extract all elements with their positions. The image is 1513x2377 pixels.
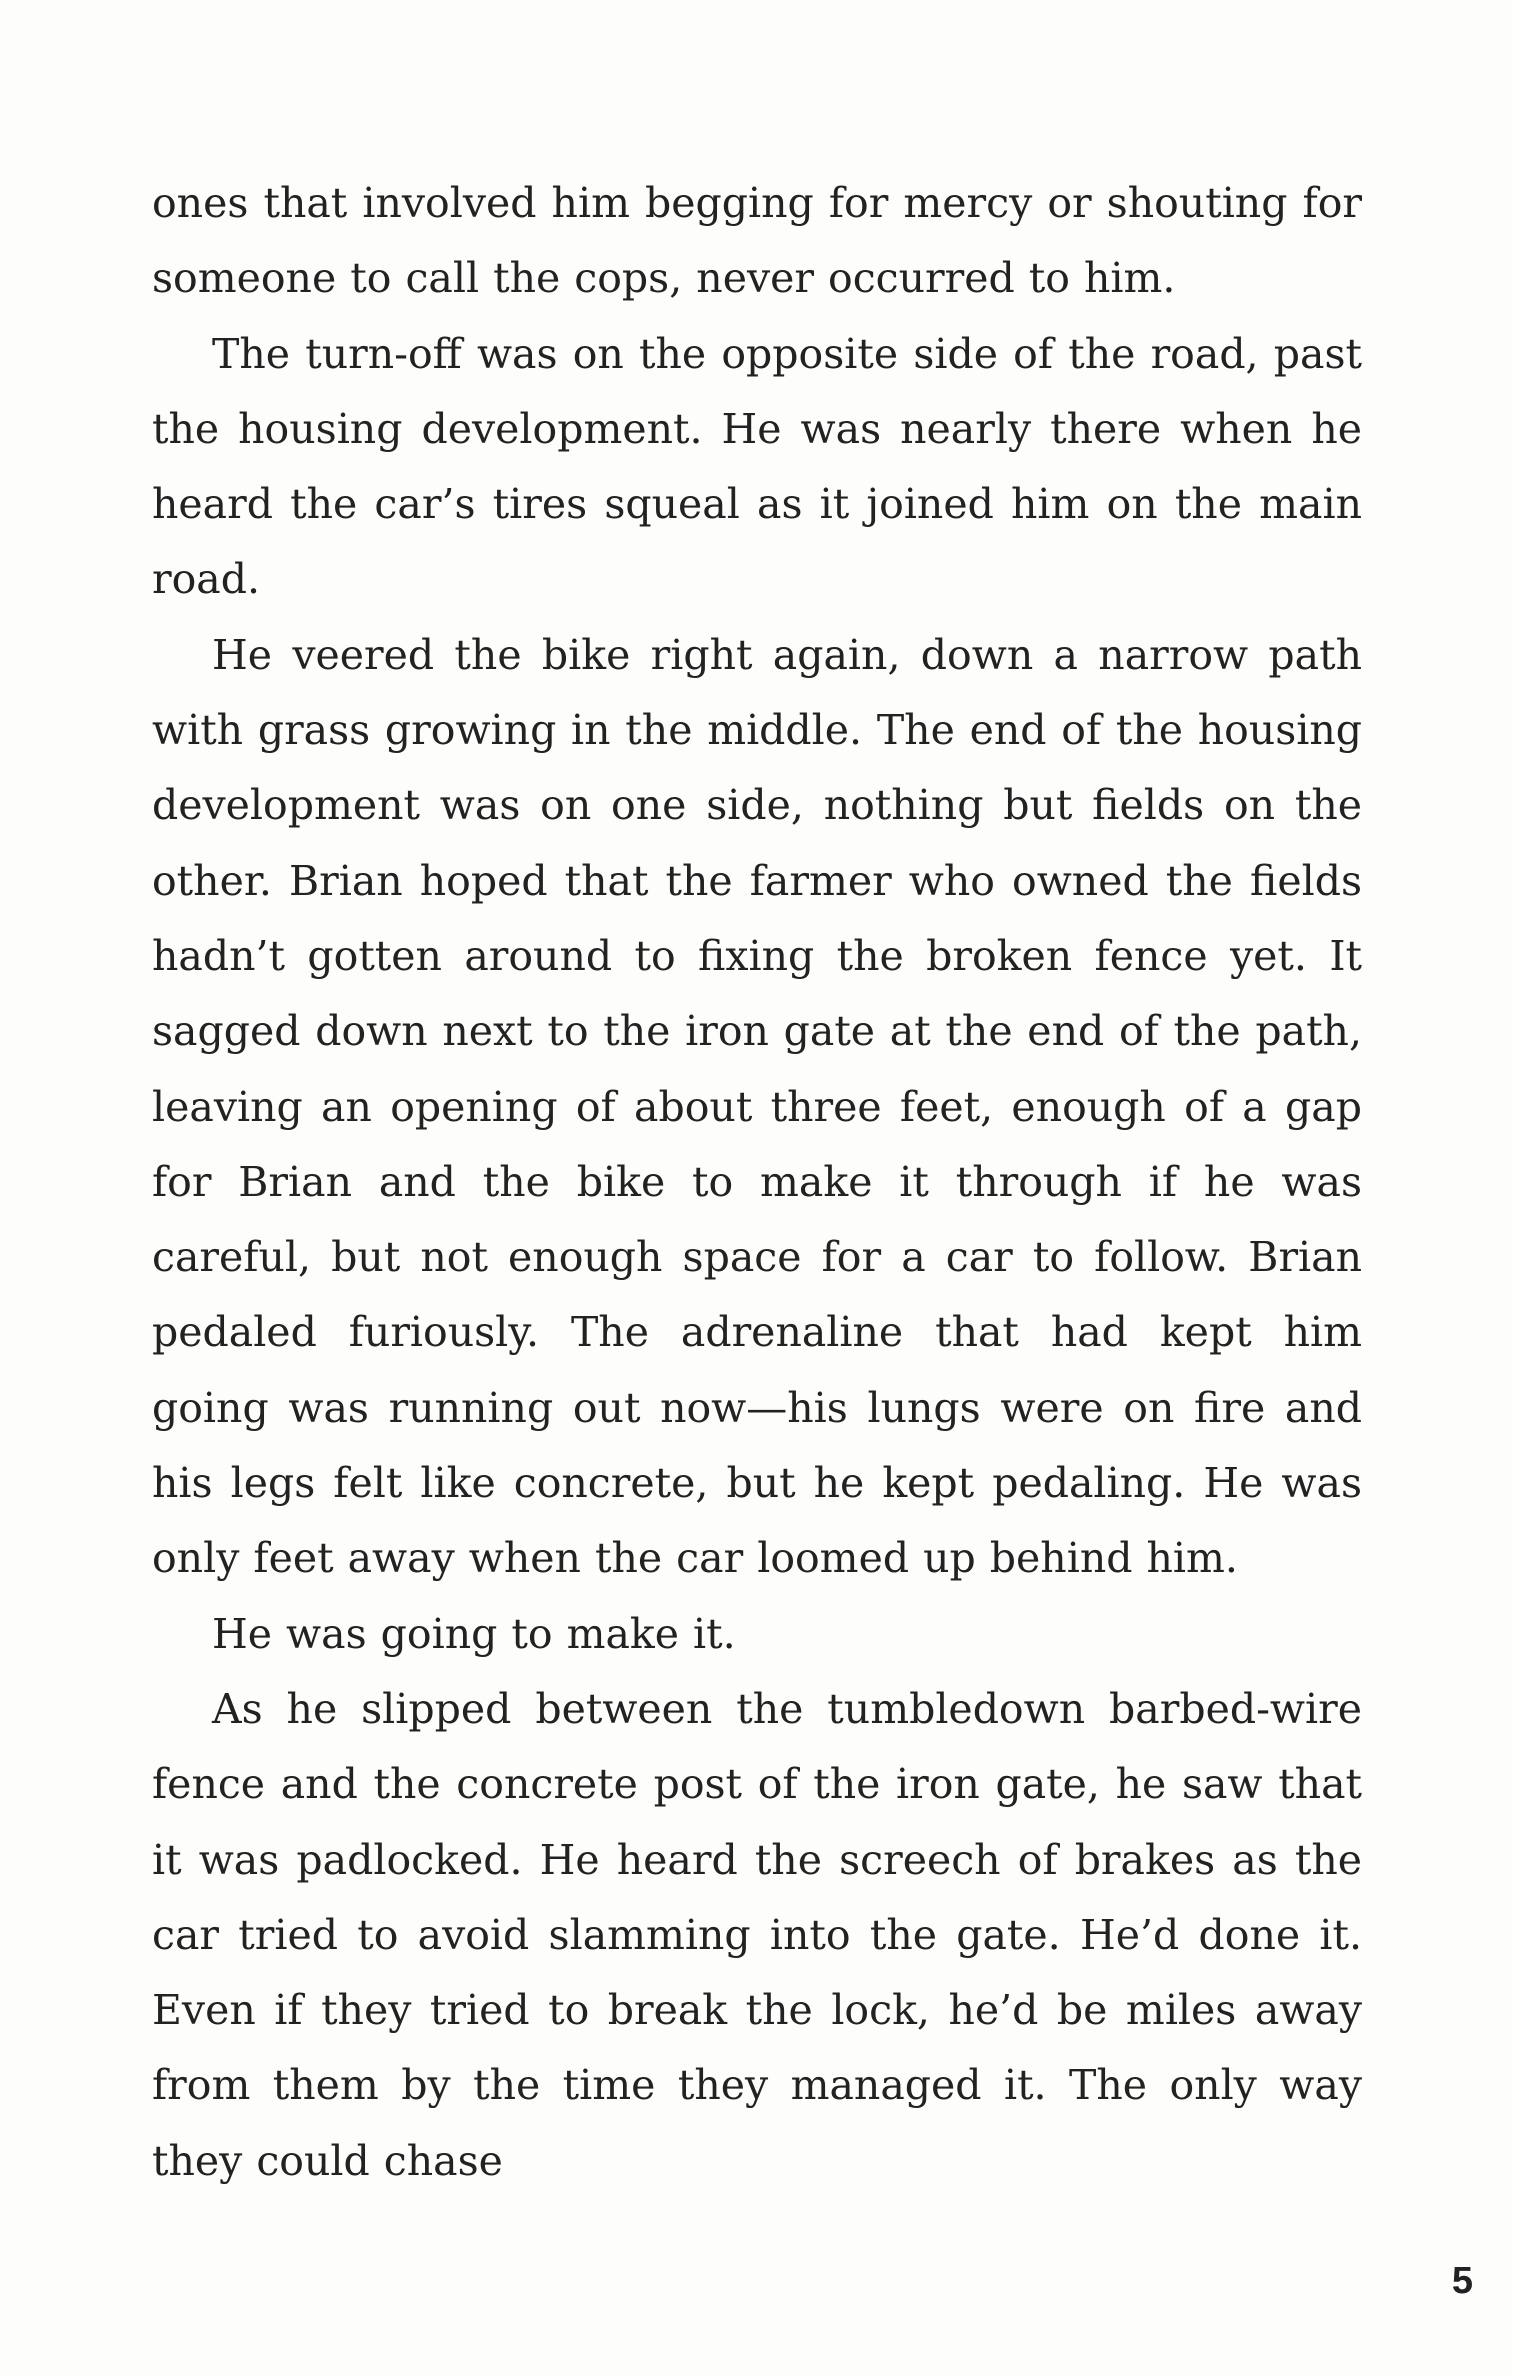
paragraph: The turn-off was on the opposite side of the road, past the housing development. He was nearly there when he heard the car’s tires squeal as it joined him on the main road.: [152, 329, 1362, 604]
paragraph: As he slipped between the tumbledown barbed-wire fence and the concrete post of the iron gate, he saw that it was padlocked. He heard the screech of brakes as the car tried to avoid slamming into the gate. He’d done it. Even if they tried to break the lock, he’d be miles away from them by the time they managed it. The only way they could chase: [152, 1684, 1362, 2185]
paragraph: He veered the bike right again, down a narrow path with grass growing in the middle. The end of the housing development was on one side, nothing but fields on the other. Brian hoped that the farmer who owned the fields hadn’t gotten around to fixing the broken fence yet. It sagged down next to the iron gate at the end of the path, leaving an opening of about three feet, enough of a gap for Brian and the bike to make it through if he was careful, but not enough space for a car to follow. Brian pedaled furiously. The adrenaline that had kept him going was running out now—his lungs were on fire and his legs felt like concrete, but he kept pedaling. He was only feet away when the car loomed up behind him.: [152, 630, 1362, 1583]
paragraph: He was going to make it.: [212, 1609, 736, 1658]
body-text: [152, 166, 1362, 2199]
page-number: 5: [1451, 2260, 1473, 2302]
paragraph: ones that involved him begging for mercy or shouting for someone to call the cops, never occurred to him.: [152, 179, 1362, 303]
